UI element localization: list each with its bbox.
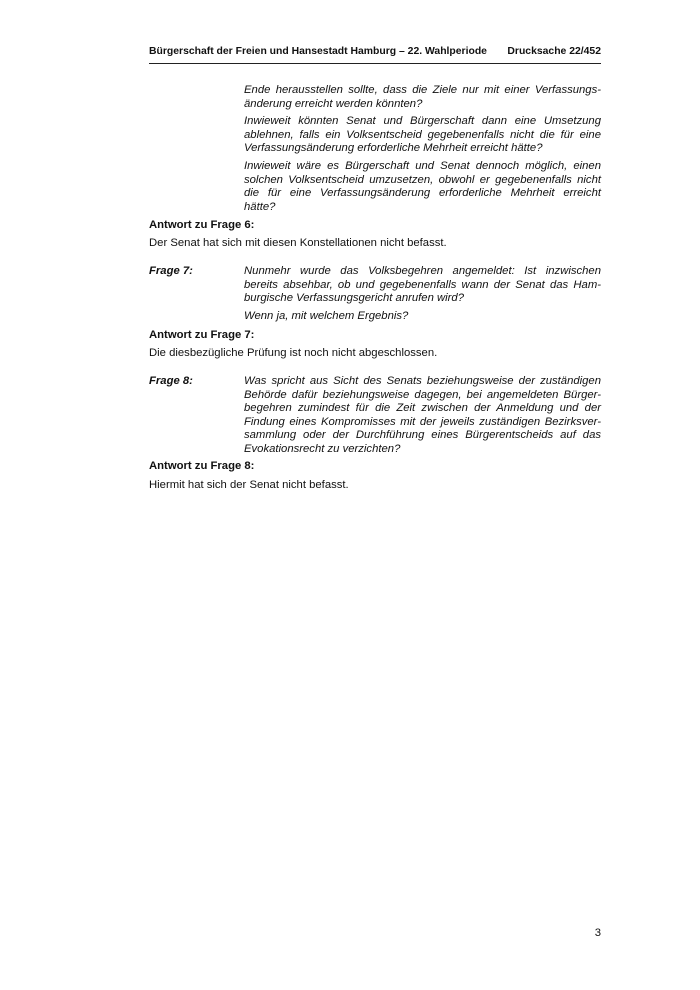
- text-line: sammlung oder der Durchführung eines Bürgerentscheids auf das: [244, 429, 601, 441]
- question-8-paragraph-1: [244, 375, 601, 456]
- question-6-continued-paragraph-2: [244, 115, 601, 156]
- text-line: Inwieweit könnten Senat und Bürgerschaft dann eine Umsetzung: [244, 115, 601, 127]
- answer-6-heading: Antwort zu Frage 6:: [149, 219, 255, 231]
- answer-8-text: Hiermit hat sich der Senat nicht befasst.: [149, 479, 349, 491]
- text-line: burgische Verfassungsgericht anrufen wird?: [244, 292, 464, 304]
- running-header: [149, 45, 601, 64]
- question-7-paragraph-1: [244, 265, 601, 306]
- text-line: Nunmehr wurde das Volksbegehren angemeldet: Ist inzwischen: [244, 265, 601, 277]
- text-line: hätte?: [244, 200, 276, 213]
- answer-7-text: Die diesbezügliche Prüfung ist noch nicht abgeschlossen.: [149, 347, 438, 359]
- text-line: Behörde dafür beziehungsweise dagegen, bei angemeldeten Bürger-: [244, 388, 601, 401]
- answer-7-heading: Antwort zu Frage 7:: [149, 329, 255, 341]
- text-line: solchen Volksentscheid umzusetzen, obwohl er gegebenenfalls nicht: [244, 173, 601, 186]
- answer-6-text: Der Senat hat sich mit diesen Konstellationen nicht befasst.: [149, 237, 447, 249]
- text-line: die für eine Verfassungsänderung erforderliche Mehrheit erreicht: [244, 187, 601, 199]
- header-title: Bürgerschaft der Freien und Hansestadt Hamburg – 22. Wahlperiode: [149, 46, 487, 57]
- text-line: begehren zumindest für die Zeit zwischen der Anmeldung und der: [244, 402, 601, 414]
- text-line: bereits absehbar, ob und gegebenenfalls wann der Senat das Ham-: [244, 278, 601, 291]
- header-document-number: Drucksache 22/452: [507, 46, 601, 57]
- text-line: änderung erreicht werden könnten?: [244, 97, 423, 110]
- text-line: Inwieweit wäre es Bürgerschaft und Senat dennoch möglich, einen: [244, 160, 601, 172]
- text-line: Evokationsrecht zu verzichten?: [244, 442, 401, 455]
- question-7-paragraph-2: [244, 310, 601, 324]
- text-line: Verfassungsänderung erforderliche Mehrheit erreicht hätte?: [244, 142, 543, 154]
- question-8-label: Frage 8:: [149, 375, 193, 387]
- page-number: 3: [594, 927, 601, 939]
- question-6-continued-paragraph-3: [244, 160, 601, 214]
- text-line: Wenn ja, mit welchem Ergebnis?: [244, 310, 409, 322]
- text-line: Was spricht aus Sicht des Senats beziehungsweise der zuständigen: [244, 375, 601, 387]
- text-line: Ende herausstellen sollte, dass die Ziele nur mit einer Verfassungs-: [244, 84, 601, 96]
- text-line: ablehnen, falls ein Volksentscheid gegebenenfalls nicht die für eine: [244, 128, 601, 141]
- text-line: Findung eines Kompromisses mit der jeweils zuständigen Bezirksver-: [244, 415, 601, 428]
- question-6-continued-paragraph-1: [244, 84, 601, 111]
- question-7-label: Frage 7:: [149, 265, 193, 277]
- answer-8-heading: Antwort zu Frage 8:: [149, 460, 255, 472]
